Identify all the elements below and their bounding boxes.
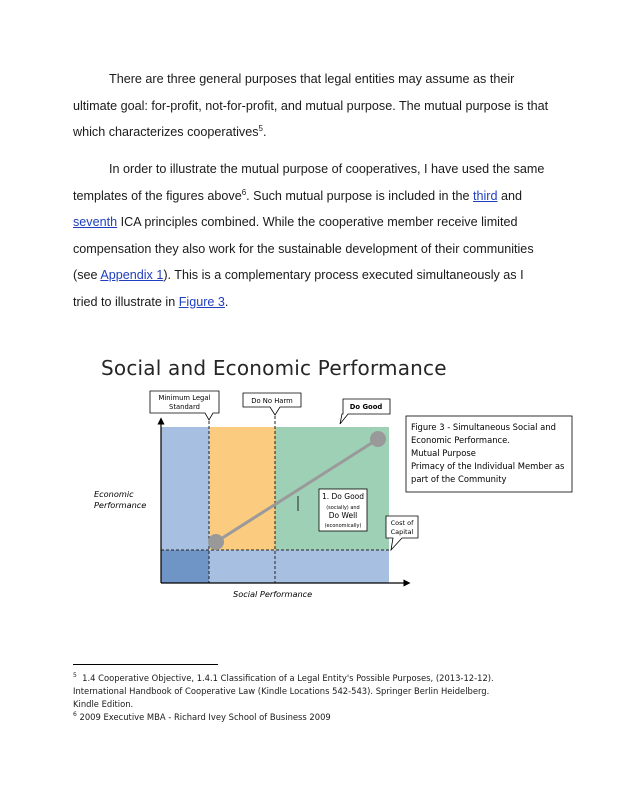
footnote-5: $^5$ 1.4 Cooperative Objective, 1.4.1 Classification of a Legal Entity's Possible Purposes, (2013-12-12). International Handbook of Cooperative Law (Kindle Locations 542-543). Springer Berlin Heidelberg. Kindle Edition. — [73, 672, 494, 709]
link-third[interactable]: third — [473, 188, 498, 203]
callout-cost-of-capital — [386, 516, 418, 550]
svg-text:Figure 3 - Simultaneous Social: Figure 3 - Simultaneous Social and — [411, 422, 556, 432]
end-marker — [370, 431, 386, 447]
region-cost-of-capital — [209, 550, 389, 583]
callout-do-no-harm — [243, 393, 301, 415]
paragraph-1: There are three general purposes that legal entities may assume as their ultimate goal: for-profit, not-for-profit, and mutual purpose. The mutual purpose is that which characterizes cooperatives$^5$. — [73, 72, 549, 139]
svg-text:Primacy of the Individual Memb: Primacy of the Individual Member as — [411, 461, 565, 471]
region-below-capital — [161, 550, 209, 583]
figure-caption — [406, 416, 572, 492]
figure-title: Social and Economic Performance — [101, 356, 447, 380]
svg-text:Do Well: Do Well — [328, 511, 358, 520]
x-axis-label: Social Performance — [233, 589, 313, 599]
footnote-ref-5[interactable]: 5 — [258, 123, 263, 133]
svg-text:1. Do Good: 1. Do Good — [321, 492, 365, 501]
svg-text:Do No Harm: Do No Harm — [251, 397, 293, 405]
link-seventh[interactable]: seventh — [73, 215, 118, 229]
callout-minimum-legal — [150, 391, 219, 420]
svg-text:(economically): (economically) — [324, 523, 362, 529]
region-do-no-harm — [209, 427, 275, 550]
svg-text:part of the Community: part of the Community — [411, 474, 507, 484]
paragraph-2: In order to illustrate the mutual purpose of cooperatives, I have used the same templates of the figures above$^6$. Such mutual purpose is included in the third and seventh ICA principles combined. While the cooperative member receive limited compensation they also work for the sustainable development of their communities (see Appendix 1). This is a complementary process executed simultaneously as I tried to illustrate in Figure 3. — [73, 162, 545, 309]
paragraph-1-text: There are three general purposes that legal entities may assume as their ultimate goal: for-profit, not-for-profit, and mutual purpose. The mutual purpose is that which characterizes cooperatives — [73, 72, 549, 139]
svg-text:Mutual Purpose: Mutual Purpose — [411, 448, 476, 458]
footnote-separator — [73, 664, 218, 665]
region-do-good — [275, 427, 389, 550]
svg-text:Minimum Legal: Minimum Legal — [158, 394, 211, 402]
footnote-ref-6[interactable]: 6 — [241, 187, 247, 197]
svg-text:Do Good: Do Good — [349, 403, 383, 411]
y-axis-label-2: Performance — [94, 500, 147, 510]
svg-text:Cost of: Cost of — [390, 519, 414, 527]
link-figure-3[interactable]: Figure 3 — [178, 294, 225, 309]
svg-text:Economic Performance.: Economic Performance. — [411, 435, 510, 445]
svg-text:(socially) and: (socially) and — [326, 505, 360, 511]
callout-do-good — [340, 399, 390, 424]
start-marker — [208, 534, 224, 550]
figure-diagram — [0, 380, 618, 620]
svg-text:Capital: Capital — [390, 528, 414, 536]
link-appendix-1[interactable]: Appendix 1 — [100, 268, 164, 282]
y-axis-label: Economic — [94, 489, 134, 499]
svg-text:Standard: Standard — [169, 403, 200, 411]
footnote-6: $^6$ 2009 Executive MBA - Richard Ivey School of Business 2009 — [73, 711, 331, 722]
